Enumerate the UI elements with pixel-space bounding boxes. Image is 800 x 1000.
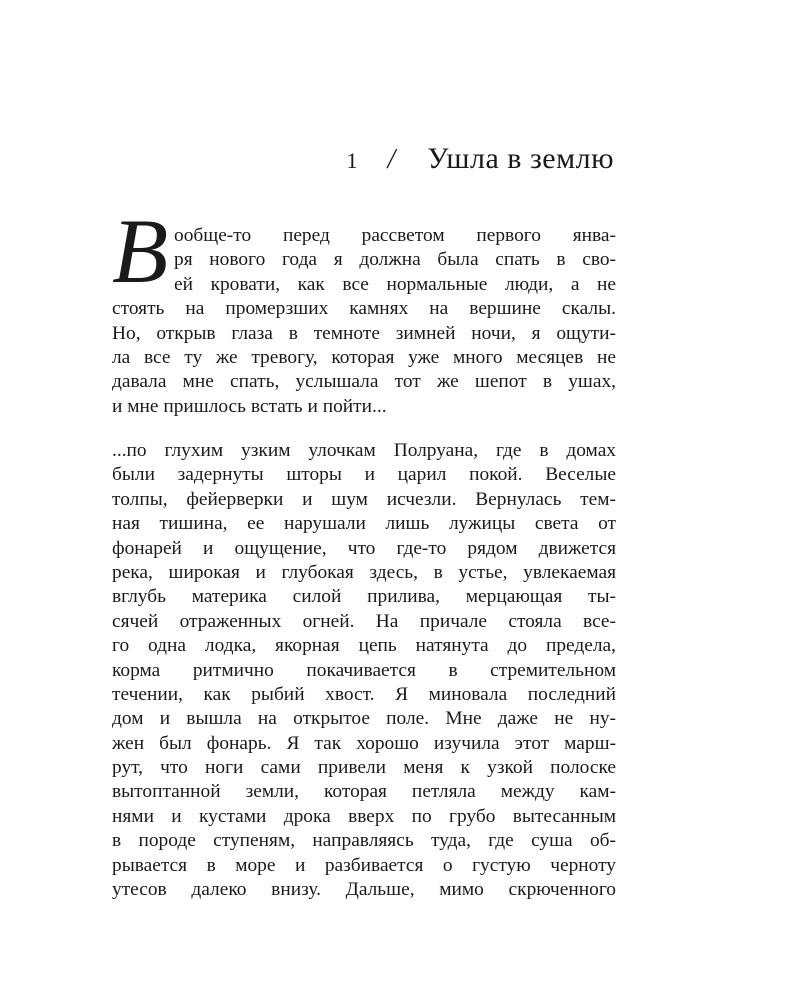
text-line: течении, как рыбий хвост. Я миновала последний bbox=[112, 683, 616, 705]
text-line: фонарей и ощущение, что где-то рядом движется bbox=[112, 537, 616, 559]
text-line: ообще-то перед рассветом первого янва- bbox=[174, 225, 616, 246]
text-line: в породе ступеням, направляясь туда, где суша об- bbox=[112, 830, 616, 852]
text-line: рут, что ноги сами привели меня к узкой полоске bbox=[112, 757, 616, 779]
text-line: ная тишина, ее нарушали лишь лужицы света от bbox=[112, 513, 616, 535]
paragraph-2 bbox=[112, 439, 616, 902]
text-line: ей кровати, как все нормальные люди, а не bbox=[174, 273, 616, 295]
chapter-heading bbox=[347, 142, 614, 176]
text-line: ...по глухим узким улочкам Полруана, где в домах bbox=[112, 440, 616, 461]
text-line: ла все ту же тревогу, которая уже много месяцев не bbox=[112, 346, 616, 368]
text-line: нями и кустами дрока вверх по грубо вытесанным bbox=[112, 805, 616, 827]
text-line: утесов далеко внизу. Дальше, мимо скрюченного bbox=[112, 879, 616, 901]
text-line: сячей отраженных огней. На причале стояла все- bbox=[112, 610, 616, 632]
text-line: вытоптанной земли, которая петляла между кам- bbox=[112, 781, 616, 803]
text-line: стоять на промерзших камнях на вершине скалы. bbox=[112, 298, 616, 320]
paragraph-1 bbox=[112, 224, 616, 419]
text-line: го одна лодка, якорная цепь натянута до предела, bbox=[112, 635, 616, 657]
text-line: Но, открыв глаза в темноте зимней ночи, я ощути- bbox=[112, 322, 616, 344]
text-line: давала мне спать, услышала тот же шепот в ушах, bbox=[112, 371, 616, 393]
chapter-title: Ушла в землю bbox=[427, 142, 614, 175]
chapter-separator: / bbox=[387, 144, 396, 175]
text-line: толпы, фейерверки и шум исчезли. Вернулась тем- bbox=[112, 488, 616, 510]
drop-cap: В bbox=[112, 200, 169, 302]
text-line: ря нового года я должна была спать в сво- bbox=[174, 249, 616, 271]
text-line: река, широкая и глубокая здесь, в устье, увлекаемая bbox=[112, 561, 616, 583]
chapter-number: 1 bbox=[346, 148, 358, 173]
text-line: корма ритмично покачивается в стремительном bbox=[112, 659, 616, 681]
text-line: вглубь материка силой прилива, мерцающая ты- bbox=[112, 586, 616, 608]
text-line: жен был фонарь. Я так хорошо изучила этот марш- bbox=[112, 732, 616, 754]
text-line: дом и вышла на открытое поле. Мне даже не ну- bbox=[112, 708, 616, 730]
text-line: были задернуты шторы и царил покой. Веселые bbox=[112, 464, 616, 486]
text-line: и мне пришлось встать и пойти... bbox=[112, 395, 387, 417]
text-line: рывается в море и разбивается о густую черноту bbox=[112, 854, 616, 876]
